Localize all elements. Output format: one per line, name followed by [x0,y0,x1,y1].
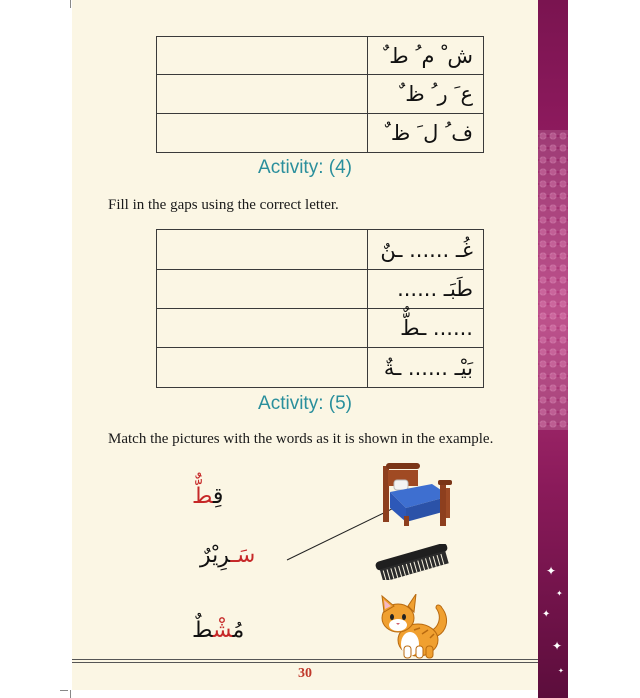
bed-icon[interactable] [380,462,456,528]
word-part: مُ [232,618,245,643]
activity-4-heading: Activity: (4) [258,157,352,178]
sparkle-icon: ✦ [546,564,557,578]
word-part: قِ [212,484,224,509]
word-highlight: طٌّ [192,484,213,509]
footer-divider [72,662,538,663]
cat-icon[interactable] [376,594,456,660]
gap-word-cell: ...... ـطٌّ [368,309,484,348]
activity-5-instruction: Match the pictures with the words as it is shown in the example. [108,431,494,447]
sparkle-icon: ✦ [556,589,563,598]
word-highlight: سَـ [230,543,256,568]
sparkle-icon: ✦ [542,609,551,620]
activity-5-heading: Activity: (5) [258,393,352,414]
word-part: طٌ [192,618,213,643]
sparkle-icon: ✦ [552,639,563,653]
gap-word-cell: بَيْـ ...... ـةٌ [368,348,484,388]
word-part: رِيْرٌ [200,543,231,568]
gap-word-cell: طَبَـ ...... [368,270,484,309]
word-highlight: شْ [212,618,233,643]
arabic-word-cell: ف ُ ل َ ظ ٌ [368,114,484,153]
activity-4-instruction: Fill in the gaps using the correct letter. [108,197,339,213]
gap-word-cell: غُـ ...... ـنٌ [368,230,484,270]
comb-icon[interactable] [374,544,452,580]
footer-divider [72,659,538,660]
arabic-word-cell: ع َ ر ُ ظ ٌ [368,75,484,114]
arabic-word-cell: ش ْ م ُ ط ٌ [368,37,484,75]
page-number: 30 [298,666,312,681]
sparkle-icon: ✦ [558,667,564,675]
